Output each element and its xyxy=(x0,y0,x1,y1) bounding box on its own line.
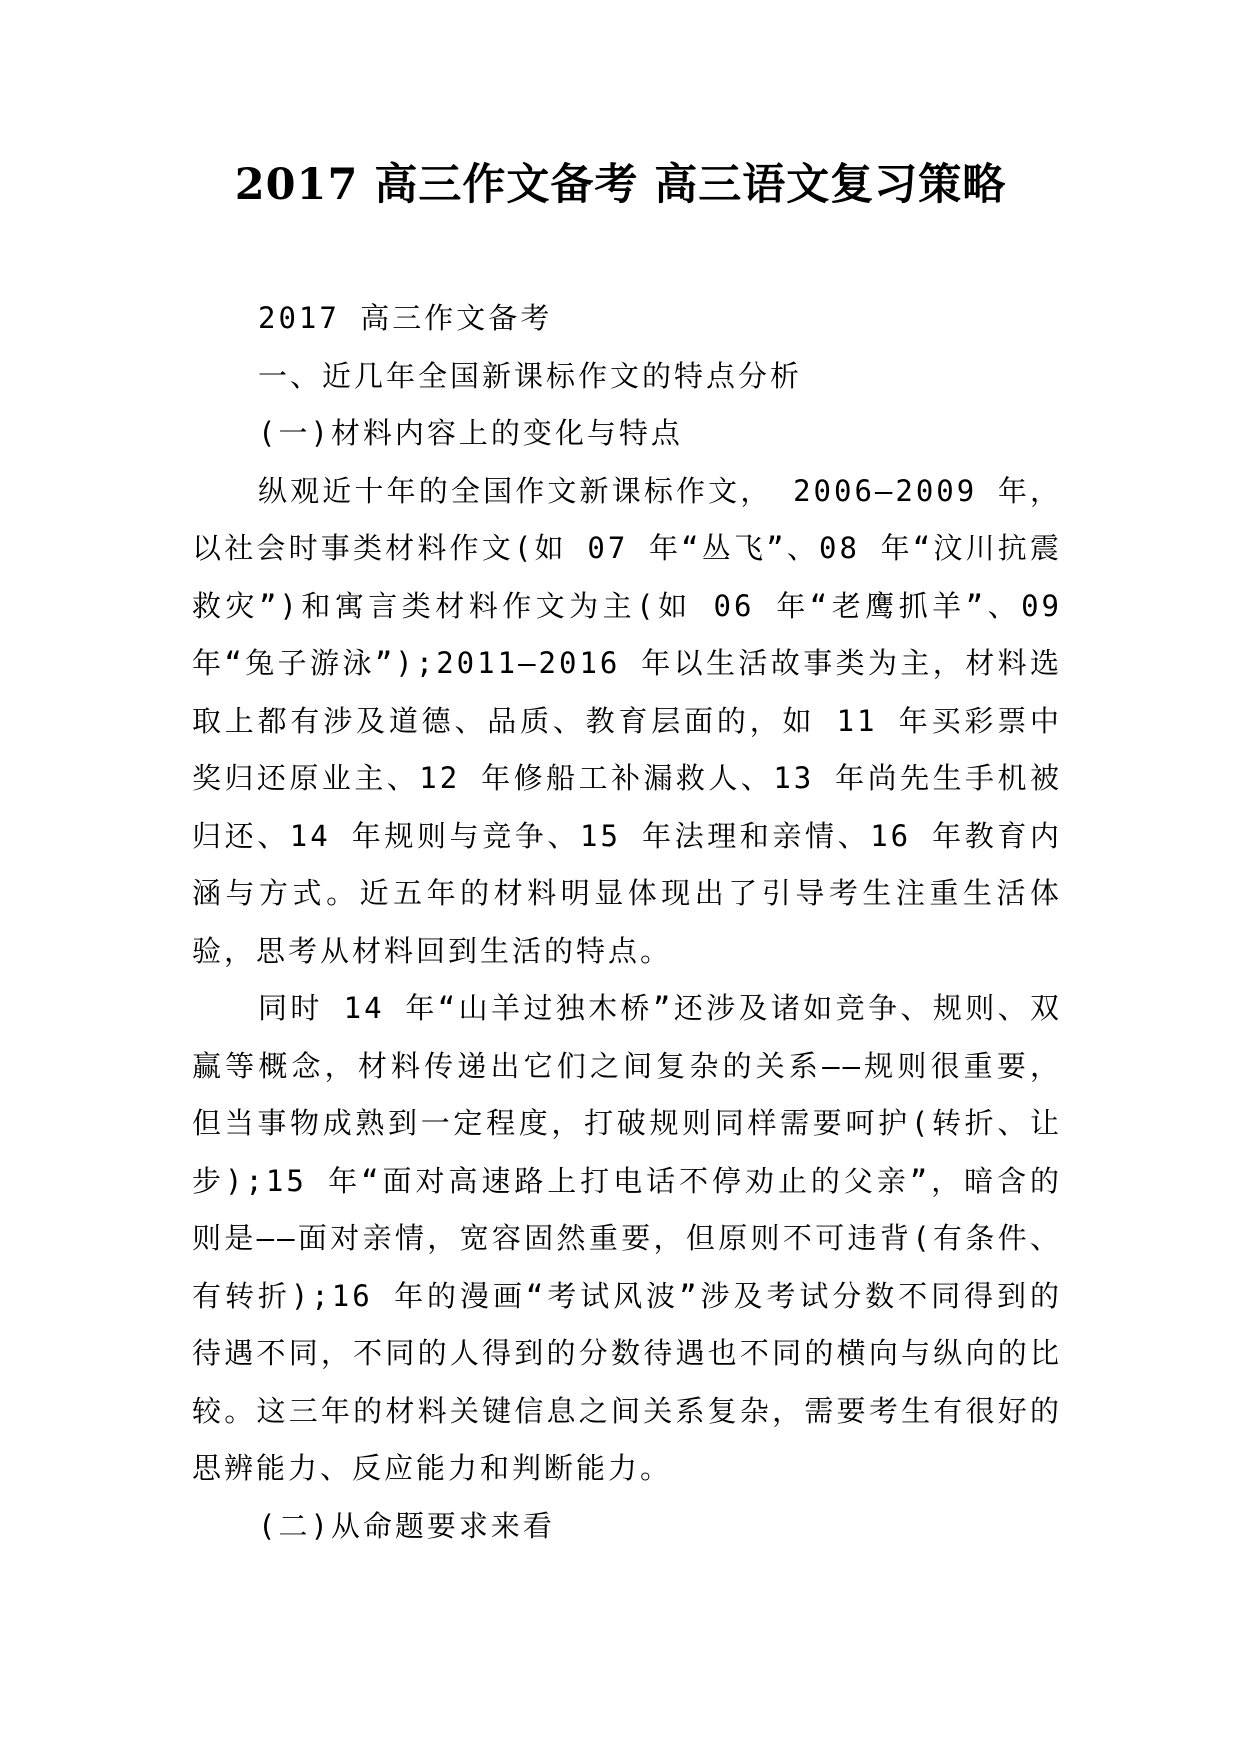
document-body xyxy=(192,290,1062,1555)
paragraph-section-one: 一、近几年全国新课标作文的特点分析 xyxy=(258,358,803,393)
paragraph-subsection-one: (一)材料内容上的变化与特点 xyxy=(258,416,683,450)
paragraph-heading-main: 2017 高三作文备考 xyxy=(258,301,553,335)
paragraph-overview: 纵观近十年的全国作文新课标作文， 2006—2009 年，以社会时事类材料作文(如 07 年“丛飞”、08 年“汶川抗震救灾”)和寓言类材料作文为主(如 06 年“老鹰抓羊”、09 年“兔子游泳”);2011—2016 年以生活故事类为主，材料选取上都有涉及道德、品质、教育层面的，如 11 年买彩票中奖归还原业主、12 年修船工补漏救人、13 年尚先生手机被归还、14 年规则与竞争、15 年法理和亲情、16 年教育内涵与方式。近五年的材料明显体现出了引导考生注重生活体验，思考从材料回到生活的特点。 xyxy=(192,473,1062,968)
paragraph-subsection-two: (二)从命题要求来看 xyxy=(258,1508,555,1543)
paragraph-analysis: 同时 14 年“山羊过独木桥”还涉及诸如竞争、规则、双赢等概念，材料传递出它们之间复杂的关系——规则很重要，但当事物成熟到一定程度，打破规则同样需要呵护(转折、让步);15 年“面对高速路上打电话不停劝止的父亲”，暗含的则是——面对亲情，宽容固然重要，但原则不可违背(有条件、有转折);16 年的漫画“考试风波”涉及考试分数不同得到的待遇不同，不同的人得到的分数待遇也不同的横向与纵向的比较。这三年的材料关键信息之间关系复杂，需要考生有很好的思辨能力、反应能力和判断能力。 xyxy=(192,991,1062,1485)
document-title: 2017 高三作文备考 高三语文复习策略 xyxy=(234,160,1007,210)
